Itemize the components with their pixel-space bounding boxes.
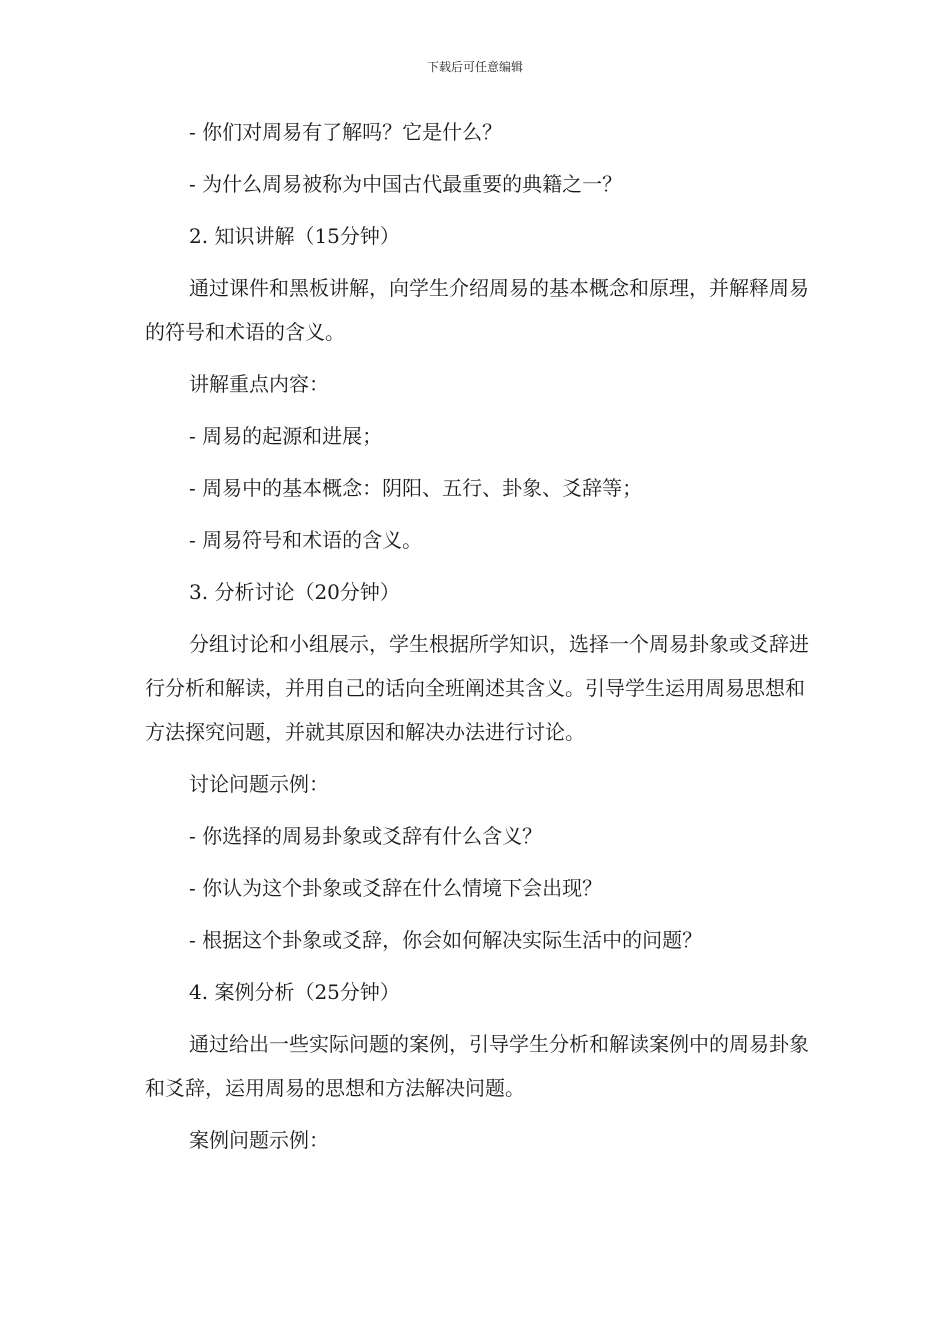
section-2-point-3: - 周易符号和术语的含义。 [189,528,423,552]
section-2-point-1: - 周易的起源和进展； [189,424,383,448]
section-2-paragraph: 通过课件和黑板讲解，向学生介绍周易的基本概念和原理，并解释周易的符号和术语的含义。 [145,276,809,344]
section-2-key-label: 讲解重点内容： [189,372,329,396]
section-3-paragraph: 分组讨论和小组展示，学生根据所学知识，选择一个周易卦象或爻辞进行分析和解读，并用自己的话向全班阐述其含义。引导学生运用周易思想和方法探究问题，并就其原因和解决办法进行讨论。 [145,632,809,744]
section-3-heading: 3. 分析讨论（20分钟） [189,580,400,604]
section-3-example-1: - 你选择的周易卦象或爻辞有什么含义？ [189,824,543,848]
section-3-example-2: - 你认为这个卦象或爻辞在什么情境下会出现？ [189,876,603,900]
section-3-example-3: - 根据这个卦象或爻辞，你会如何解决实际生活中的问题？ [189,928,703,952]
section-4-heading: 4. 案例分析（25分钟） [189,980,400,1004]
download-note: 下载后可任意编辑 [426,60,523,74]
document-body [145,110,810,1170]
intro-question-1: - 你们对周易有了解吗？它是什么？ [189,120,503,144]
section-3-examples-label: 讨论问题示例： [189,772,329,796]
intro-question-2: - 为什么周易被称为中国古代最重要的典籍之一？ [189,172,623,196]
section-2-heading: 2. 知识讲解（15分钟） [189,224,400,248]
section-2-point-2: - 周易中的基本概念：阴阳、五行、卦象、爻辞等； [189,476,643,500]
section-4-examples-label: 案例问题示例： [189,1128,329,1152]
section-4-paragraph: 通过给出一些实际问题的案例，引导学生分析和解读案例中的周易卦象和爻辞，运用周易的思想和方法解决问题。 [145,1032,809,1100]
